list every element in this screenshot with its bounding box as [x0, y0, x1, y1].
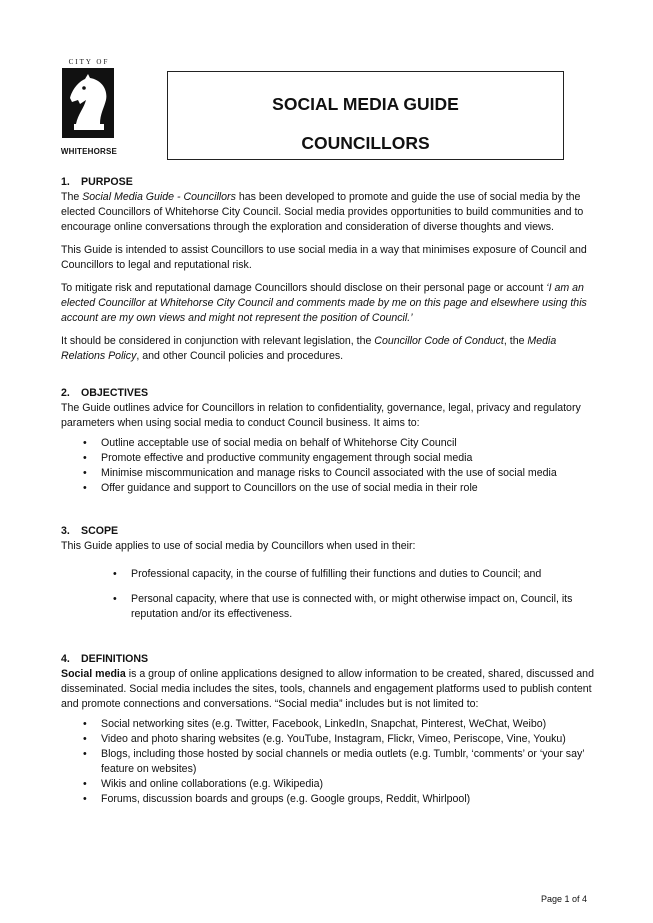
purpose-paragraph-4: It should be considered in conjunction with relevant legislation, the Councillor Code of Conduct, the Media Relations Policy, and other Council policies and procedures. [61, 335, 557, 362]
list-item: • Personal capacity, where that use is connected with, or might otherwise impact on, Council, its reputation and/or its effectiveness. [61, 592, 601, 622]
section-heading-purpose: 1. PURPOSE [61, 176, 133, 188]
page-number: Page 1 of 4 [541, 894, 588, 904]
logo-top-text: CITY OF [68, 58, 110, 66]
objectives-paragraph: The Guide outlines advice for Councillors in relation to confidentiality, governance, legal, privacy and regulatory parameters when using social media to conduct Council business. It aims to: [61, 402, 581, 429]
list-item: • Offer guidance and support to Councillors on the use of social media in their role [61, 481, 601, 496]
definitions-paragraph: Social media is a group of online applications designed to allow information to be created, shared, discussed and disseminated. Social media includes the sites, tools, channels and engagement platforms used to publish content and promote connections and conversations. “Social media” includes but is not limited to: [61, 668, 594, 710]
objectives-list [61, 436, 601, 496]
document-title: SOCIAL MEDIA GUIDE [272, 94, 459, 114]
list-item: • Minimise miscommunication and manage risks to Council associated with the use of social media [61, 466, 601, 481]
city-logo [60, 58, 118, 154]
list-item: • Forums, discussion boards and groups (e.g. Google groups, Reddit, Whirlpool) [61, 792, 601, 807]
document-subtitle: COUNCILLORS [301, 133, 430, 153]
list-item: • Blogs, including those hosted by social channels or media outlets (e.g. Tumblr, ‘comments’ or ‘your say’ feature on websites) [61, 747, 601, 777]
section-heading-objectives: 2. OBJECTIVES [61, 387, 149, 399]
document-body [61, 175, 601, 807]
purpose-paragraph-3: To mitigate risk and reputational damage Councillors should disclose on their personal page or account ‘I am an elected Councillor at Whitehorse City Council and comments made by me on this page and elsewhere using this account are my own views and might not represent the position of Council.’ [61, 282, 587, 324]
list-item: • Professional capacity, in the course of fulfilling their functions and duties to Council; and [61, 567, 601, 582]
list-item: • Wikis and online collaborations (e.g. Wikipedia) [61, 777, 601, 792]
scope-paragraph: This Guide applies to use of social media by Councillors when used in their: [61, 540, 416, 552]
purpose-paragraph-1: The Social Media Guide - Councillors has been developed to promote and guide the use of social media by the elected Councillors of Whitehorse City Council. Social media provides opportunities to build communities and to encourage online conversations through the exploration and consideration of diverse thoughts and views. [61, 191, 584, 233]
scope-list [61, 567, 601, 622]
section-heading-definitions: 4. DEFINITIONS [61, 653, 149, 665]
definitions-list [61, 717, 601, 807]
list-item: • Video and photo sharing websites (e.g. YouTube, Instagram, Flickr, Vimeo, Periscope, Vine, Youku) [61, 732, 601, 747]
purpose-paragraph-2: This Guide is intended to assist Councillors to use social media in a way that minimises exposure of Council and Councillors to legal and reputational risk. [61, 244, 587, 271]
section-heading-scope: 3. SCOPE [61, 525, 119, 537]
list-item: • Promote effective and productive community engagement through social media [61, 451, 601, 466]
knight-chess-piece-icon [60, 66, 118, 142]
title-box [167, 71, 564, 160]
list-item: • Outline acceptable use of social media on behalf of Whitehorse City Council [61, 436, 601, 451]
list-item: • Social networking sites (e.g. Twitter, Facebook, LinkedIn, Snapchat, Pinterest, WeChat, Weibo) [61, 717, 601, 732]
logo-bottom-text: WHITEHORSE [60, 147, 118, 156]
